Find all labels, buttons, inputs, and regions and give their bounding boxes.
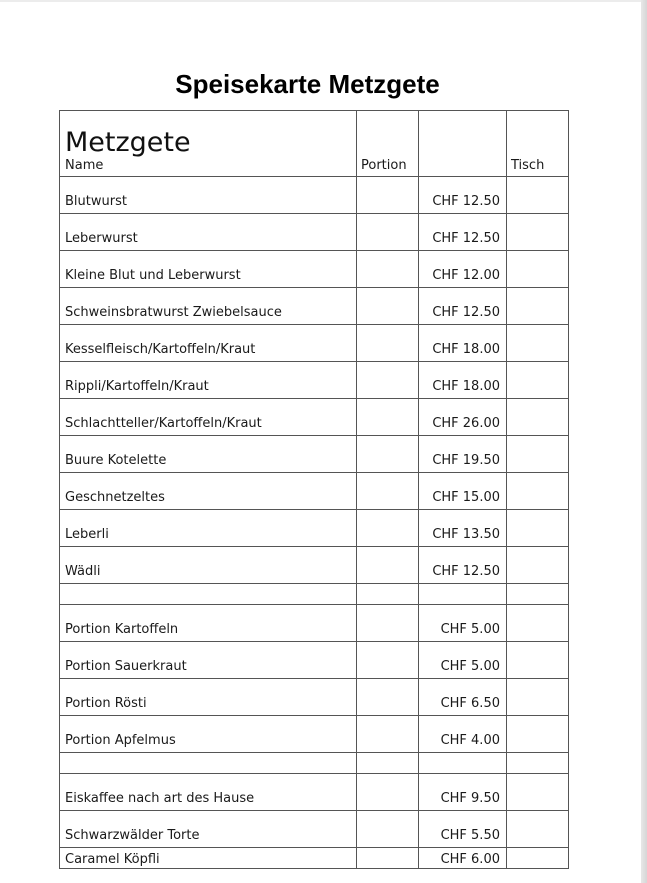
page-top-edge	[0, 0, 641, 2]
item-price: CHF 12.50	[419, 177, 507, 214]
item-name: Leberwurst	[60, 214, 357, 251]
item-portion-cell	[357, 473, 419, 510]
item-name: Caramel Köpfli	[60, 848, 357, 869]
item-tisch-cell	[507, 642, 569, 679]
menu-item-row	[60, 436, 569, 473]
menu-table	[59, 110, 569, 869]
item-tisch-cell	[507, 362, 569, 399]
item-name: Kesselfleisch/Kartoffeln/Kraut	[60, 325, 357, 362]
item-tisch-cell	[507, 214, 569, 251]
item-tisch-cell	[507, 716, 569, 753]
item-price: CHF 12.50	[419, 214, 507, 251]
item-name: Portion Sauerkraut	[60, 642, 357, 679]
item-portion-cell	[357, 510, 419, 547]
item-price: CHF 12.00	[419, 251, 507, 288]
item-portion-cell	[357, 642, 419, 679]
item-name: Eiskaffee nach art des Hause	[60, 774, 357, 811]
item-tisch-cell	[507, 251, 569, 288]
menu-item-row	[60, 473, 569, 510]
menu-table-body	[60, 111, 569, 869]
menu-item-row	[60, 605, 569, 642]
item-portion-cell	[357, 848, 419, 869]
item-name: Buure Kotelette	[60, 436, 357, 473]
menu-item-row	[60, 679, 569, 716]
item-price: CHF 5.50	[419, 811, 507, 848]
item-tisch-cell	[507, 547, 569, 584]
item-name: Wädli	[60, 547, 357, 584]
column-header-tisch: Tisch	[507, 111, 569, 177]
item-price: CHF 5.00	[419, 642, 507, 679]
menu-item-row	[60, 399, 569, 436]
item-price: CHF 6.50	[419, 679, 507, 716]
item-tisch-cell	[507, 288, 569, 325]
empty-cell	[419, 584, 507, 605]
section-title: Metzgete	[65, 127, 191, 158]
column-header-price	[419, 111, 507, 177]
item-name: Schlachtteller/Kartoffeln/Kraut	[60, 399, 357, 436]
item-price: CHF 6.00	[419, 848, 507, 869]
item-portion-cell	[357, 288, 419, 325]
item-price: CHF 26.00	[419, 399, 507, 436]
item-name: Portion Kartoffeln	[60, 605, 357, 642]
item-tisch-cell	[507, 436, 569, 473]
item-portion-cell	[357, 399, 419, 436]
item-portion-cell	[357, 325, 419, 362]
spacer-row	[60, 584, 569, 605]
item-price: CHF 12.50	[419, 547, 507, 584]
empty-cell	[357, 584, 419, 605]
empty-cell	[60, 753, 357, 774]
item-tisch-cell	[507, 605, 569, 642]
item-portion-cell	[357, 177, 419, 214]
page-title: Speisekarte Metzgete	[175, 69, 440, 100]
item-tisch-cell	[507, 811, 569, 848]
item-name: Rippli/Kartoffeln/Kraut	[60, 362, 357, 399]
table-header-row	[60, 111, 569, 177]
item-price: CHF 18.00	[419, 325, 507, 362]
item-price: CHF 4.00	[419, 716, 507, 753]
item-portion-cell	[357, 362, 419, 399]
item-price: CHF 5.00	[419, 605, 507, 642]
item-price: CHF 18.00	[419, 362, 507, 399]
item-portion-cell	[357, 716, 419, 753]
item-name: Portion Rösti	[60, 679, 357, 716]
item-tisch-cell	[507, 510, 569, 547]
item-portion-cell	[357, 214, 419, 251]
item-tisch-cell	[507, 399, 569, 436]
item-price: CHF 13.50	[419, 510, 507, 547]
item-portion-cell	[357, 547, 419, 584]
empty-cell	[60, 584, 357, 605]
item-tisch-cell	[507, 325, 569, 362]
header-name-cell	[60, 111, 357, 177]
item-price: CHF 12.50	[419, 288, 507, 325]
menu-item-row	[60, 362, 569, 399]
item-portion-cell	[357, 679, 419, 716]
menu-item-row	[60, 547, 569, 584]
empty-cell	[507, 584, 569, 605]
item-portion-cell	[357, 436, 419, 473]
item-portion-cell	[357, 811, 419, 848]
menu-item-row	[60, 510, 569, 547]
item-tisch-cell	[507, 177, 569, 214]
item-tisch-cell	[507, 774, 569, 811]
item-portion-cell	[357, 251, 419, 288]
menu-item-row	[60, 848, 569, 869]
menu-item-row	[60, 811, 569, 848]
column-header-name: Name	[65, 158, 104, 173]
column-header-portion: Portion	[357, 111, 419, 177]
menu-item-row	[60, 325, 569, 362]
item-portion-cell	[357, 605, 419, 642]
item-tisch-cell	[507, 679, 569, 716]
item-name: Blutwurst	[60, 177, 357, 214]
empty-cell	[419, 753, 507, 774]
empty-cell	[507, 753, 569, 774]
menu-item-row	[60, 642, 569, 679]
empty-cell	[357, 753, 419, 774]
item-price: CHF 9.50	[419, 774, 507, 811]
item-name: Geschnetzeltes	[60, 473, 357, 510]
menu-item-row	[60, 716, 569, 753]
page-right-edge	[641, 0, 647, 883]
menu-item-row	[60, 214, 569, 251]
item-name: Schweinsbratwurst Zwiebelsauce	[60, 288, 357, 325]
item-name: Portion Apfelmus	[60, 716, 357, 753]
menu-item-row	[60, 251, 569, 288]
item-name: Schwarzwälder Torte	[60, 811, 357, 848]
menu-item-row	[60, 774, 569, 811]
item-tisch-cell	[507, 848, 569, 869]
item-name: Leberli	[60, 510, 357, 547]
item-price: CHF 19.50	[419, 436, 507, 473]
item-tisch-cell	[507, 473, 569, 510]
menu-item-row	[60, 177, 569, 214]
spacer-row	[60, 753, 569, 774]
menu-item-row	[60, 288, 569, 325]
item-portion-cell	[357, 774, 419, 811]
item-name: Kleine Blut und Leberwurst	[60, 251, 357, 288]
item-price: CHF 15.00	[419, 473, 507, 510]
